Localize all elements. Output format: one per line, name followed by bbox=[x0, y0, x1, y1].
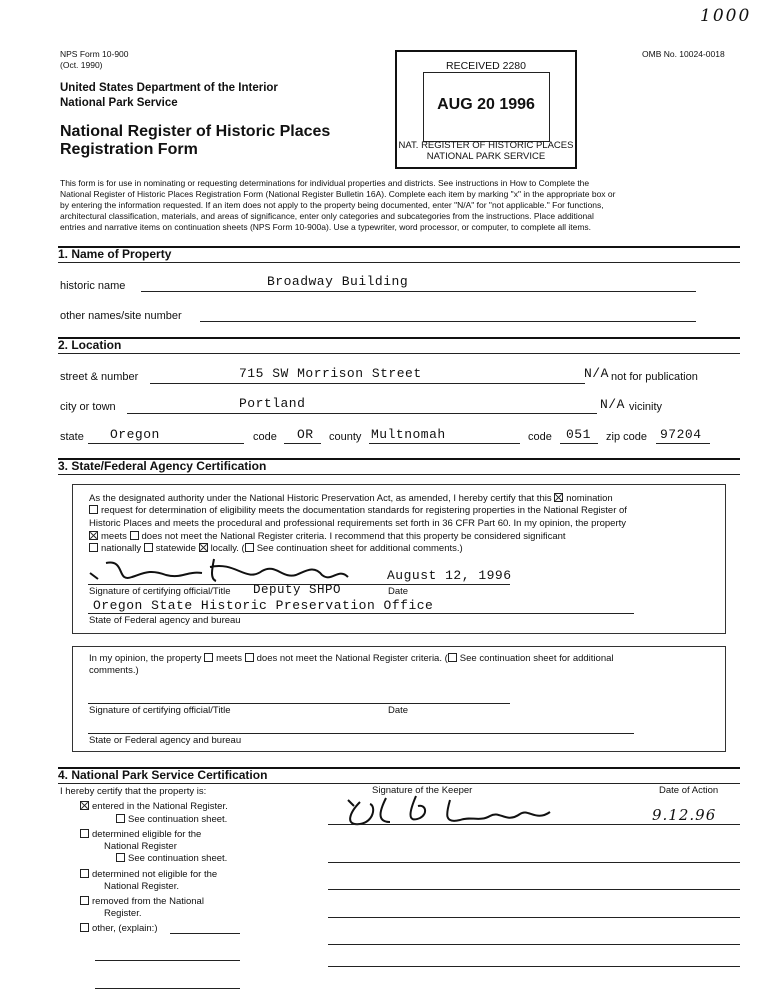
county-line bbox=[369, 443, 520, 444]
keeper-certify-text: I hereby certify that the property is: bbox=[60, 786, 207, 797]
date-of-action-label: Date of Action bbox=[659, 785, 719, 796]
nfp-value[interactable]: N/A bbox=[584, 366, 609, 381]
removed-checkbox[interactable] bbox=[80, 896, 89, 905]
section2-bottom-rule bbox=[58, 353, 740, 354]
state-label: state bbox=[60, 431, 84, 443]
county-code-label: code bbox=[528, 431, 552, 443]
keeper-line6[interactable] bbox=[328, 966, 740, 967]
street-line bbox=[150, 383, 585, 384]
opinion-see-label: See continuation sheet for additional bbox=[459, 653, 614, 664]
other-explain-line[interactable] bbox=[170, 933, 240, 934]
other-label: other, (explain:) bbox=[92, 923, 158, 934]
nfp-label: not for publication bbox=[611, 371, 698, 383]
statewide-checkbox[interactable] bbox=[144, 543, 153, 552]
instructions-line5: entries and narrative items on continuation sheets (NPS Form 10-900a). Use a typewriter, word processor, or computer, to complete all items. bbox=[60, 222, 592, 232]
removed-label1: removed from the National bbox=[92, 896, 204, 907]
keeper-line4[interactable] bbox=[328, 917, 740, 918]
cert-line5: nationally statewide locally. ( See continuation sheet for additional comments.) bbox=[89, 543, 463, 554]
zip-field[interactable]: 97204 bbox=[660, 427, 702, 442]
stamp-line2: NATIONAL PARK SERVICE bbox=[426, 151, 546, 162]
opinion-meets-label: meets bbox=[216, 653, 242, 664]
see-continuation-checkbox[interactable] bbox=[245, 543, 254, 552]
date-of-action-value[interactable]: 9.12.96 bbox=[652, 806, 717, 824]
section4-heading: 4. National Park Service Certification bbox=[58, 768, 268, 782]
form-date: (Oct. 1990) bbox=[60, 60, 103, 70]
meets-checkbox[interactable] bbox=[89, 531, 98, 540]
section1-bottom-rule bbox=[58, 262, 740, 263]
stamp-date: AUG 20 1996 bbox=[437, 96, 535, 113]
eligible-see-checkbox[interactable] bbox=[116, 853, 125, 862]
cert-date-value[interactable]: August 12, 1996 bbox=[387, 568, 512, 583]
other-names-field[interactable] bbox=[200, 321, 696, 322]
removed-row bbox=[80, 896, 204, 907]
state-code-field[interactable]: OR bbox=[297, 427, 314, 442]
removed-label2: Register. bbox=[104, 908, 142, 919]
instructions-line3: by entering the information requested. If an item does not apply to the property being documented, enter "N/A" for "not applicable." For functions, bbox=[60, 200, 604, 210]
not-eligible-checkbox[interactable] bbox=[80, 869, 89, 878]
historic-name-label: historic name bbox=[60, 280, 126, 292]
statewide-label: statewide bbox=[155, 543, 196, 554]
opinion-signature-line[interactable] bbox=[88, 703, 510, 704]
section4-bottom-rule bbox=[58, 783, 740, 784]
state-line bbox=[88, 443, 244, 444]
zip-label: zip code bbox=[606, 431, 647, 443]
opinion-agency-label: State or Federal agency and bureau bbox=[89, 735, 242, 746]
cert-agency-label: State of Federal agency and bureau bbox=[89, 615, 241, 626]
street-field[interactable]: 715 SW Morrison Street bbox=[239, 366, 422, 381]
cert-line2-text: request for determination of eligibility meets the documentation standards for registering properties in the National Register of bbox=[101, 505, 627, 516]
state-code-line bbox=[284, 443, 321, 444]
opinion-meets-checkbox[interactable] bbox=[204, 653, 213, 662]
keeper-line2[interactable] bbox=[328, 862, 740, 863]
section2-top-rule bbox=[58, 337, 740, 339]
opinion-signature-label: Signature of certifying official/Title bbox=[89, 705, 231, 716]
agency-name: National Park Service bbox=[60, 97, 178, 109]
section3-heading: 3. State/Federal Agency Certification bbox=[58, 459, 267, 473]
other-explain-line3[interactable] bbox=[95, 988, 240, 989]
nomination-checkbox[interactable] bbox=[554, 493, 563, 502]
opinion-date-label: Date bbox=[388, 705, 409, 716]
county-code-line bbox=[560, 443, 598, 444]
omb-number: OMB No. 10024-0018 bbox=[642, 49, 725, 59]
vicinity-value[interactable]: N/A bbox=[600, 397, 625, 412]
instructions-line2: National Register of Historic Places Registration Form (National Register Bulletin 16A). Complete each item by marking "x" in the appropriate box or bbox=[60, 189, 616, 199]
historic-name-field[interactable]: Broadway Building bbox=[267, 274, 409, 289]
state-code-label: code bbox=[253, 431, 277, 443]
stamp-received: RECEIVED 2280 bbox=[446, 60, 526, 72]
form-number: NPS Form 10-900 bbox=[60, 49, 129, 59]
historic-name-line bbox=[141, 291, 696, 292]
eligible-label1: determined eligible for the bbox=[92, 829, 202, 840]
vicinity-label: vicinity bbox=[629, 401, 663, 413]
opinion-see-checkbox[interactable] bbox=[448, 653, 457, 662]
opinion-line2: comments.) bbox=[89, 665, 139, 676]
instructions-line4: architectural classification, materials, and areas of significance, enter only categories and subcategories from the instructions. Place additional bbox=[60, 211, 594, 221]
department-name: United States Department of the Interior bbox=[60, 82, 278, 94]
opinion-line1-text: In my opinion, the property bbox=[89, 653, 202, 664]
see-continuation-label: See continuation sheet for additional comments.) bbox=[256, 543, 463, 554]
cert-line2 bbox=[89, 505, 627, 516]
cert-agency-line bbox=[88, 613, 634, 614]
state-field[interactable]: Oregon bbox=[110, 427, 160, 442]
eligible-row bbox=[80, 829, 201, 840]
eligible-checkbox[interactable] bbox=[80, 829, 89, 838]
cert-line1 bbox=[89, 493, 613, 504]
not-eligible-label2: National Register. bbox=[104, 881, 179, 892]
opinion-line1 bbox=[89, 653, 614, 664]
cert-line1-text: As the designated authority under the National Historic Preservation Act, as amended, I hereby certify that this bbox=[89, 493, 552, 504]
cert-title-value[interactable]: Deputy SHPO bbox=[253, 583, 342, 597]
does-not-meet-label: does not meet the National Register criteria. I recommend that this property be considered significant bbox=[141, 531, 566, 542]
entered-row bbox=[80, 801, 228, 812]
stamp-line1: NAT. REGISTER OF HISTORIC PLACES bbox=[398, 140, 574, 151]
cert-agency-value[interactable]: Oregon State Historic Preservation Office bbox=[93, 598, 434, 613]
entered-see-label: See continuation sheet. bbox=[128, 814, 228, 825]
other-explain-line2[interactable] bbox=[95, 960, 240, 961]
nationally-label: nationally bbox=[101, 543, 142, 554]
entered-label: entered in the National Register. bbox=[92, 801, 228, 812]
not-eligible-row bbox=[80, 869, 217, 880]
opinion-not-checkbox[interactable] bbox=[245, 653, 254, 662]
request-checkbox[interactable] bbox=[89, 505, 98, 514]
city-line bbox=[127, 413, 597, 414]
entered-see-checkbox[interactable] bbox=[116, 814, 125, 823]
city-label: city or town bbox=[60, 401, 116, 413]
eligible-label2: National Register bbox=[104, 841, 177, 852]
zip-line bbox=[656, 443, 710, 444]
cert-date-label: Date bbox=[388, 586, 409, 597]
keeper-line5[interactable] bbox=[328, 944, 740, 945]
not-eligible-label1: determined not eligible for the bbox=[92, 869, 218, 880]
keeper-line1[interactable] bbox=[328, 824, 740, 825]
does-not-meet-checkbox[interactable] bbox=[130, 531, 139, 540]
meets-label: meets bbox=[101, 531, 127, 542]
other-row bbox=[80, 923, 157, 934]
instructions-line1: This form is for use in nominating or requesting determinations for individual properties and districts. See instructions in How to Complete the bbox=[60, 178, 590, 188]
received-stamp bbox=[395, 50, 577, 169]
county-code-field[interactable]: 051 bbox=[566, 427, 591, 442]
keeper-signature-label: Signature of the Keeper bbox=[372, 785, 473, 796]
eligible-see-label: See continuation sheet. bbox=[128, 853, 228, 864]
keeper-signature bbox=[330, 792, 560, 834]
cert-signature-label: Signature of certifying official/Title bbox=[89, 586, 231, 597]
cert-line3: Historic Places and meets the procedural and professional requirements set forth in 36 CFR Part 60. In my opinion, the property bbox=[89, 518, 627, 529]
locally-checkbox[interactable] bbox=[199, 543, 208, 552]
county-label: county bbox=[329, 431, 362, 443]
keeper-line3[interactable] bbox=[328, 889, 740, 890]
other-names-label: other names/site number bbox=[60, 310, 182, 322]
entered-see-row bbox=[116, 814, 227, 825]
street-label: street & number bbox=[60, 371, 139, 383]
cert-line4 bbox=[89, 531, 566, 542]
handwritten-number: 1000 bbox=[700, 6, 752, 26]
nationally-checkbox[interactable] bbox=[89, 543, 98, 552]
opinion-agency-line[interactable] bbox=[88, 733, 634, 734]
nomination-label: nomination bbox=[566, 493, 613, 504]
opinion-not-label: does not meet the National Register criteria. ( bbox=[256, 653, 448, 664]
eligible-see-row bbox=[116, 853, 227, 864]
section2-heading: 2. Location bbox=[58, 338, 122, 352]
form-title: National Register of Historic Places bbox=[60, 123, 331, 140]
certifying-official-signature bbox=[86, 553, 376, 587]
locally-label: locally. bbox=[210, 543, 239, 554]
county-field[interactable]: Multnomah bbox=[371, 427, 446, 442]
section3-bottom-rule bbox=[58, 474, 740, 475]
other-checkbox[interactable] bbox=[80, 923, 89, 932]
entered-checkbox[interactable] bbox=[80, 801, 89, 810]
form-subtitle: Registration Form bbox=[60, 141, 198, 158]
city-field[interactable]: Portland bbox=[239, 396, 306, 411]
section1-heading: 1. Name of Property bbox=[58, 247, 172, 261]
